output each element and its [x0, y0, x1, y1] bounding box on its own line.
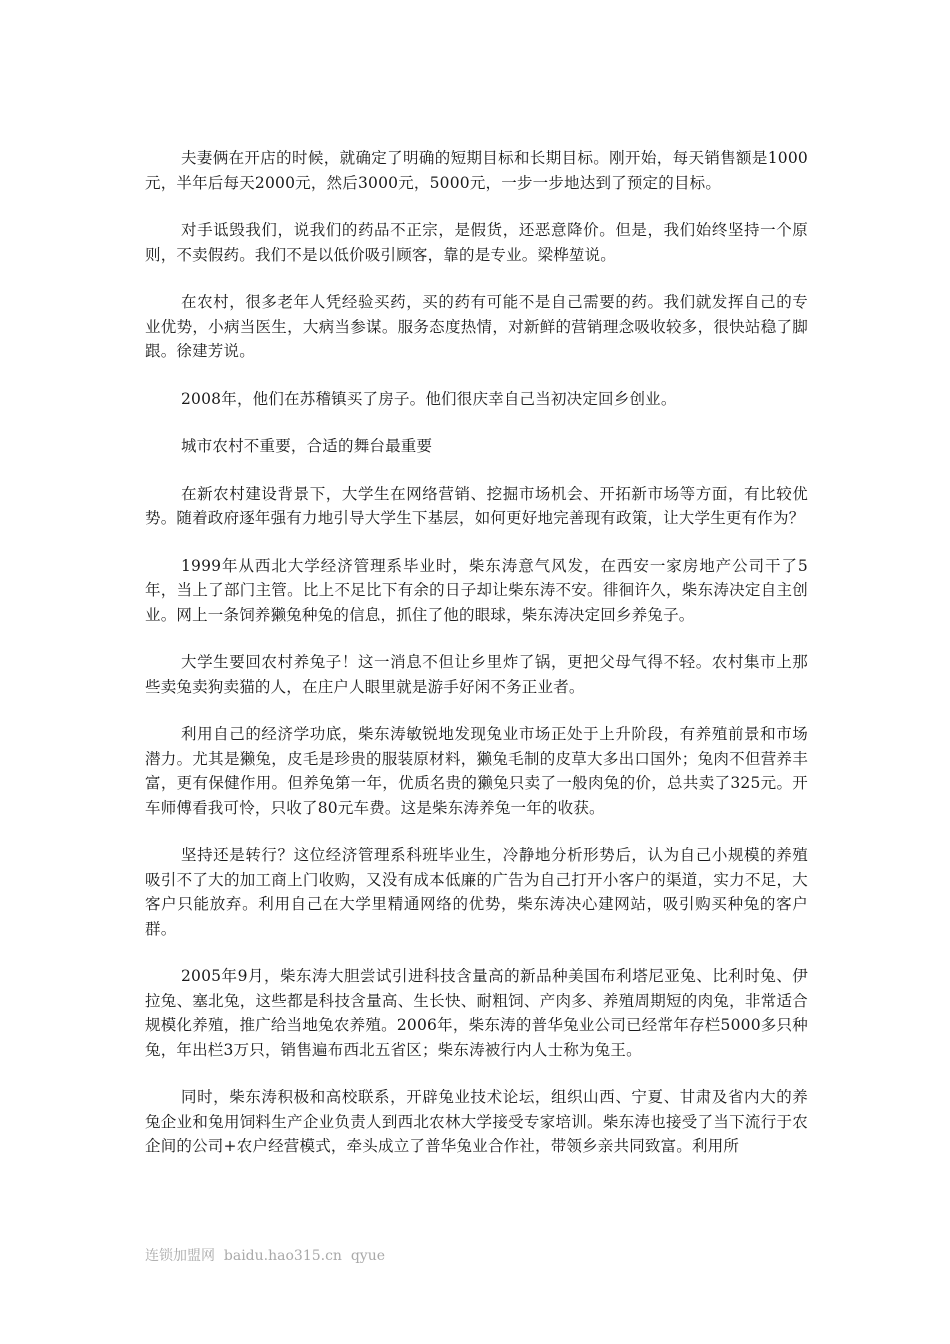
- paragraph: 1999年从西北大学经济管理系毕业时，柴东涛意气风发，在西安一家房地产公司干了5年，当上了部门主管。比上不足比下有余的日子却让柴东涛不安。徘徊许久，柴东涛决定自主创业。网上一条饲养獭兔种兔的信息，抓住了他的眼球，柴东涛决定回乡养兔子。: [145, 556, 808, 624]
- paragraph: 大学生要回农村养兔子！这一消息不但让乡里炸了锅，更把父母气得不轻。农村集市上那些卖兔卖狗卖猫的人，在庄户人眼里就是游手好闲不务正业者。: [145, 653, 808, 696]
- paragraph: 利用自己的经济学功底，柴东涛敏锐地发现兔业市场正处于上升阶段，有养殖前景和市场潜力。尤其是獭兔，皮毛是珍贵的服装原材料，獭兔毛制的皮草大多出口国外；兔肉不但营养丰富，更有保健作用。但养兔第一年，优质名贵的獭兔只卖了一般肉兔的价，总共卖了325元。开车师傅看我可怜，只收了80元车费。这是柴东涛养兔一年的收获。: [145, 725, 808, 817]
- paragraph: 在新农村建设背景下，大学生在网络营销、挖掘市场机会、开拓新市场等方面，有比较优势。随着政府逐年强有力地引导大学生下基层，如何更好地完善现有政策，让大学生更有作为？: [145, 484, 808, 527]
- paragraph: 在农村，很多老年人凭经验买药，买的药有可能不是自己需要的药。我们就发挥自己的专业优势，小病当医生，大病当参谋。服务态度热情，对新鲜的营销理念吸收较多，很快站稳了脚跟。徐建芳说。: [145, 293, 808, 360]
- paragraph: 坚持还是转行？这位经济管理系科班毕业生，冷静地分析形势后，认为自己小规模的养殖吸引不了大的加工商上门收购，又没有成本低廉的广告为自己打开小客户的渠道，实力不足，大客户只能放弃。利用自己在大学里精通网络的优势，柴东涛决心建网站，吸引购买种兔的客户群。: [145, 846, 808, 938]
- paragraph: 2008年，他们在苏稽镇买了房子。他们很庆幸自己当初决定回乡创业。: [181, 389, 677, 408]
- footer-watermark: 连锁加盟网 baidu.hao315.cn qyue: [145, 1248, 386, 1264]
- paragraph: 2005年9月，柴东涛大胆尝试引进科技含量高的新品种美国布利塔尼亚兔、比利时兔、伊拉兔、塞北兔，这些都是科技含量高、生长快、耐粗饲、产肉多、养殖周期短的肉兔，非常适合规模化养殖，推广给当地兔农养殖。2006年，柴东涛的普华兔业公司已经常年存栏5000多只种兔，年出栏3万只，销售遍布西北五省区；柴东涛被行内人士称为兔王。: [145, 967, 808, 1059]
- paragraph: 同时，柴东涛积极和高校联系，开辟兔业技术论坛，组织山西、宁夏、甘肃及省内大的养兔企业和兔用饲料生产企业负责人到西北农林大学接受专家培训。柴东涛也接受了当下流行于农企间的公司+农户经营模式，牵头成立了普华兔业合作社，带领乡亲共同致富。利用所: [145, 1088, 808, 1155]
- paragraph: 对手诋毁我们，说我们的药品不正宗，是假货，还恶意降价。但是，我们始终坚持一个原则，不卖假药。我们不是以低价吸引顾客，靠的是专业。梁桦堃说。: [145, 221, 808, 264]
- document-body: [145, 146, 808, 1182]
- section-heading: 城市农村不重要，合适的舞台最重要: [181, 437, 433, 455]
- paragraph: 夫妻俩在开店的时候，就确定了明确的短期目标和长期目标。刚开始，每天销售额是1000元，半年后每天2000元，然后3000元，5000元，一步一步地达到了预定的目标。: [145, 149, 808, 192]
